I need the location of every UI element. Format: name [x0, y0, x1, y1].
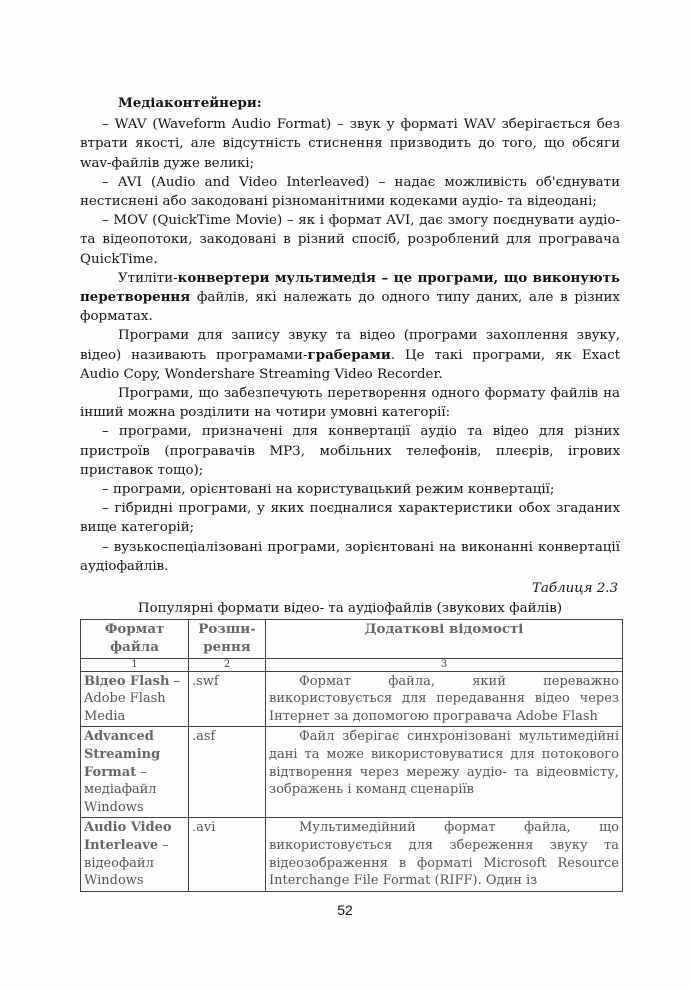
category-item: – програми, призначені для конвертації аудіо та відео для різних пристроїв (програвачів МР3, мобільних телефонів, плеєрів, ігрових приставок тощо);: [80, 424, 620, 478]
table-row: [81, 818, 623, 891]
header-format: Формат файла: [81, 620, 189, 658]
category-item: – вузькоспеціалізовані програми, зорієнтовані на виконанні конвертації аудіофайлів.: [80, 539, 620, 574]
table-row: [81, 727, 623, 818]
table-label: Таблиця 2.3: [532, 581, 618, 597]
header-details: Додаткові відомості: [266, 620, 623, 658]
categories-intro: Програми, що забезпечують перетворення одного формату файлів на інший можна розділити на чотири умовні категорії:: [80, 386, 620, 421]
column-number: 1: [81, 658, 189, 671]
converters-pre: Утиліти-: [118, 270, 178, 286]
page-content: [80, 94, 620, 892]
extension-cell: .avi: [189, 818, 266, 891]
format-cell: [81, 727, 189, 818]
formats-table: [80, 619, 623, 891]
format-cell: [81, 818, 189, 891]
description-cell: Файл зберігає синхронізовані мультимедійні дані та може використовуватися для потокового відтворення через мережу аудіо- та відеовмісту, зображень і команд сценаріїв: [266, 727, 623, 818]
grabbers-bold: граберами: [307, 346, 391, 363]
header-extension: Розши-рення: [189, 620, 266, 658]
grabbers-post: . Це такі програми, як Exact Audio Copy, Wondershare Streaming Video Recorder.: [80, 347, 621, 382]
table-row: [81, 671, 623, 727]
extension-cell: .swf: [189, 671, 266, 727]
format-sub: – медіафайл Windows: [84, 764, 157, 815]
grabbers-pre: Програми для запису звуку та відео (програми захоплення звуку, відео) називають програмами-: [80, 328, 620, 363]
table-number-row: [81, 658, 623, 671]
description-cell: Формат файла, який переважно використовується для передавання відео через Інтернет за допомогою програвача Adobe Flash: [266, 671, 623, 727]
column-number: 3: [266, 658, 623, 671]
container-item: – MOV (QuickTime Movie) – як і формат AVI, дає змогу поєднувати аудіо- та відеопотоки, закодовані в різний спосіб, розроблений для програвача QuickTime.: [80, 213, 620, 267]
converters-paragraph: [80, 269, 620, 327]
container-item: – WAV (Waveform Audio Format) – звук у форматі WAV зберігається без втрати якості, але відсутність стиснення призводить до того, що обсяги wav-файлів дуже великі;: [80, 117, 620, 171]
format-name: Відео Flash: [84, 673, 170, 689]
container-item: – AVI (Audio and Video Interleaved) – надає можливість об'єднувати нестиснені або закодовані різноманітними кодеками аудіо- та відеодані;: [80, 174, 620, 210]
section-heading: Медіаконтейнери:: [118, 95, 262, 111]
converters-bold: конвертери мультимедія – це програми, що виконують перетворення: [80, 269, 620, 306]
format-name: Advanced Streaming Format: [84, 729, 161, 780]
format-sub: – Adobe Flash Media: [84, 673, 181, 724]
column-number: 2: [189, 658, 266, 671]
converters-post: файлів, які належать до одного типу даних, але в різних форматах.: [80, 290, 620, 325]
table-title: Популярні формати відео- та аудіофайлів (звукових файлів): [137, 601, 563, 617]
format-name: Audio Video Interleave: [84, 820, 172, 854]
page-number: 52: [337, 902, 353, 918]
description-cell: Мультимедійний формат файла, що використовується для збереження звуку та відеозображення в форматі Microsoft Resource Interchange File Format (RIFF). Один із: [266, 818, 623, 891]
grabbers-paragraph: [80, 326, 620, 384]
extension-cell: .asf: [189, 727, 266, 818]
category-item: – програми, орієнтовані на користувацький режим конвертації;: [102, 482, 555, 498]
format-sub: – відеофайл Windows: [84, 838, 169, 889]
table-header-row: [81, 620, 623, 658]
category-item: – гібридні програми, у яких поєдналися характеристики обох згаданих вище категорій;: [80, 501, 620, 536]
format-cell: [81, 671, 189, 727]
